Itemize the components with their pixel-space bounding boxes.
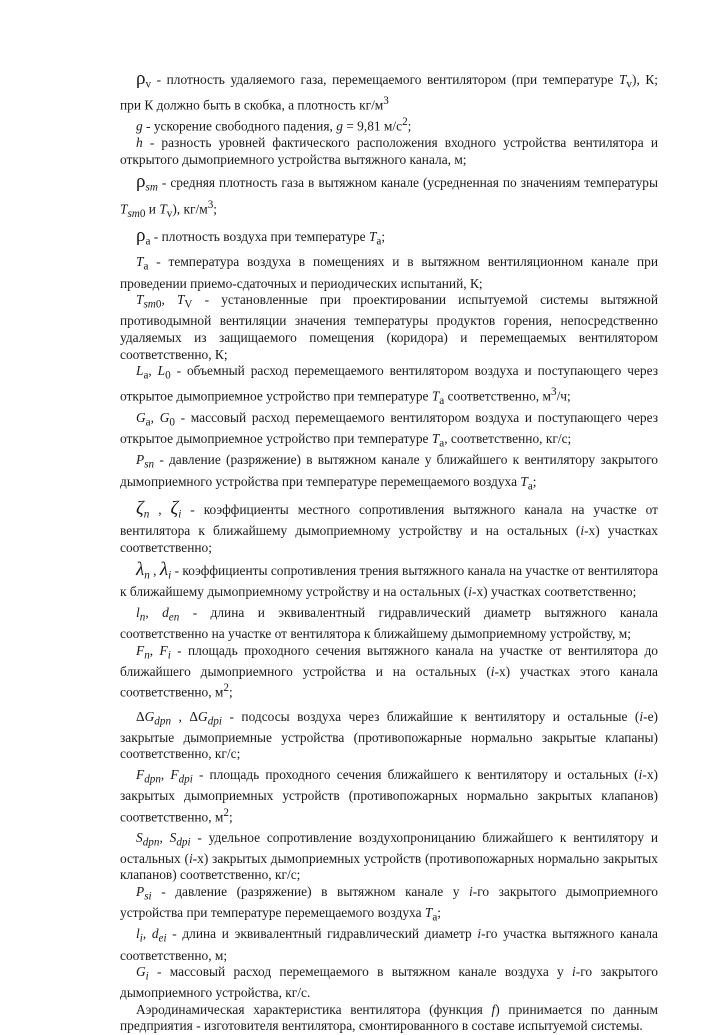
paragraph-zeta: $\zeta_n$ , $\zeta_i$ - коэффициенты местного сопротивления вытяжного канала на участке от вентилятора к ближайшему дымоприемному устройству и на остальных (i-х) участках соответственно;	[120, 497, 659, 555]
paragraph-sdpn-sdpi: $S_{dpn}$, $S_{dpi}$ - удельное сопротивление воздухопроницанию ближайшего к вентилятору и остальных (i-х) закрытых дымоприемных устройств (противопожарных нормально закрытых клапанов) соответственно, кг/с;	[120, 829, 658, 883]
paragraph-rho-a: $\rho_a$ - плотность воздуха при температуре $T_a$;	[136, 225, 386, 248]
notation-list	[120, 68, 659, 1035]
paragraph-tsm0-tv: $T_{sm0}$, $T_V$ - установленные при проектировании испытуемой системы вытяжной противодымной вентиляции значения температуры продуктов горения, непосредственно удаляемых из защищаемого помещения (коридора) и перемещаемых вентилятором соответственно, К;	[120, 292, 658, 362]
paragraph-fn-fi: $F_n$, $F_i$ - площадь проходного сечения вытяжного канала на участке от вентилятора до ближайшего дымоприемного устройства и на остальных (i-х) участках этого канала соответственно, $м^2$;	[120, 642, 658, 700]
paragraph-li-dei: $l_i$, $d_{ei}$ - длина и эквивалентный гидравлический диаметр i-го участка вытяжного канала соответственно, м;	[120, 926, 659, 963]
paragraph-psn: $P_{sn}$ - давление (разряжение) в вытяжном канале у ближайшего к вентилятору закрытого дымоприемного устройства при температуре перемещаемого воздуха $T_a$;	[120, 452, 658, 493]
paragraph-h: h - разность уровней фактического расположения входного устройства вентилятора и открытого дымоприемного устройства вытяжного канала, м;	[120, 135, 658, 167]
paragraph-rho-sm: $\rho_{sm}$ - средняя плотность газа в вытяжном канале (усредненная по значениям температуры $T_{sm0}$ и $T_v$), $кг/м^3$;	[120, 171, 658, 220]
paragraph-ta: $T_a$ - температура воздуха в помещениях и в вытяжном вентиляционном канале при проведении приемо-сдаточных и периодических испытаний, К;	[120, 254, 658, 291]
paragraph-rho-v: $\rho_v$ - плотность удаляемого газа, перемещаемого вентилятором (при температуре $T_v$), К; при К должно быть в скобка, а плотность $кг/м^3$	[120, 68, 658, 113]
paragraph-delta-g: $\Delta G_{dpn}$ , $\Delta G_{dpi}$ - подсосы воздуха через ближайшие к вентилятору и остальные (i-е) закрытые дымоприемные устройства (противопожарные нормально закрытые клапаны) соответственно, кг/с;	[120, 708, 658, 762]
paragraph-la-l0: $L_a$, $L_0$ - объемный расход перемещаемого вентилятором воздуха и поступающего через открытое дымоприемное устройство при температуре $T_a$ соответственно, $м^3/ч$;	[120, 363, 658, 408]
paragraph-g: g - ускорение свободного падения, g = 9,81 $м/с^2$;	[136, 116, 412, 134]
paragraph-fdpn-fdpi: $F_{dpn}$, $F_{dpi}$ - площадь проходного сечения ближайшего к вентилятору и остальных (i-х) закрытых дымоприемных устройств (противопожарных нормально закрытых клапанов) соответственно, $м^2$;	[120, 766, 658, 825]
paragraph-ln-den: $l_n$, $d_{en}$ - длина и эквивалентный гидравлический диаметр вытяжного канала соответственно на участке от вентилятора к ближайшему дымоприемному устройству, м;	[120, 604, 658, 642]
paragraph-ga-g0: $G_a$, $G_0$ - массовый расход перемещаемого вентилятором воздуха и поступающего через открытое дымоприемное устройство при температуре $T_a$, соответственно, кг/с;	[120, 410, 658, 450]
paragraph-psi: $P_{si}$ - давление (разряжение) в вытяжном канале у i-го закрытого дымоприемного устройства при температуре перемещаемого воздуха $T_a$;	[120, 883, 658, 924]
paragraph-aerodynamic: Аэродинамическая характеристика вентилятора (функция f) принимается по данным предприятия - изготовителя вентилятора, смонтированного в составе испытуемой системы.	[120, 1001, 658, 1034]
paragraph-lambda: $\lambda_n$ , $\lambda_i$ - коэффициенты сопротивления трения вытяжного канала на участке от вентилятора к ближайшему дымоприемному устройству и на остальных (i-х) участках соответственно;	[120, 559, 659, 600]
paragraph-gi: $G_i$ - массовый расход перемещаемого в вытяжном канале воздуха у i-го закрытого дымоприемного устройства, кг/с.	[120, 964, 658, 1001]
